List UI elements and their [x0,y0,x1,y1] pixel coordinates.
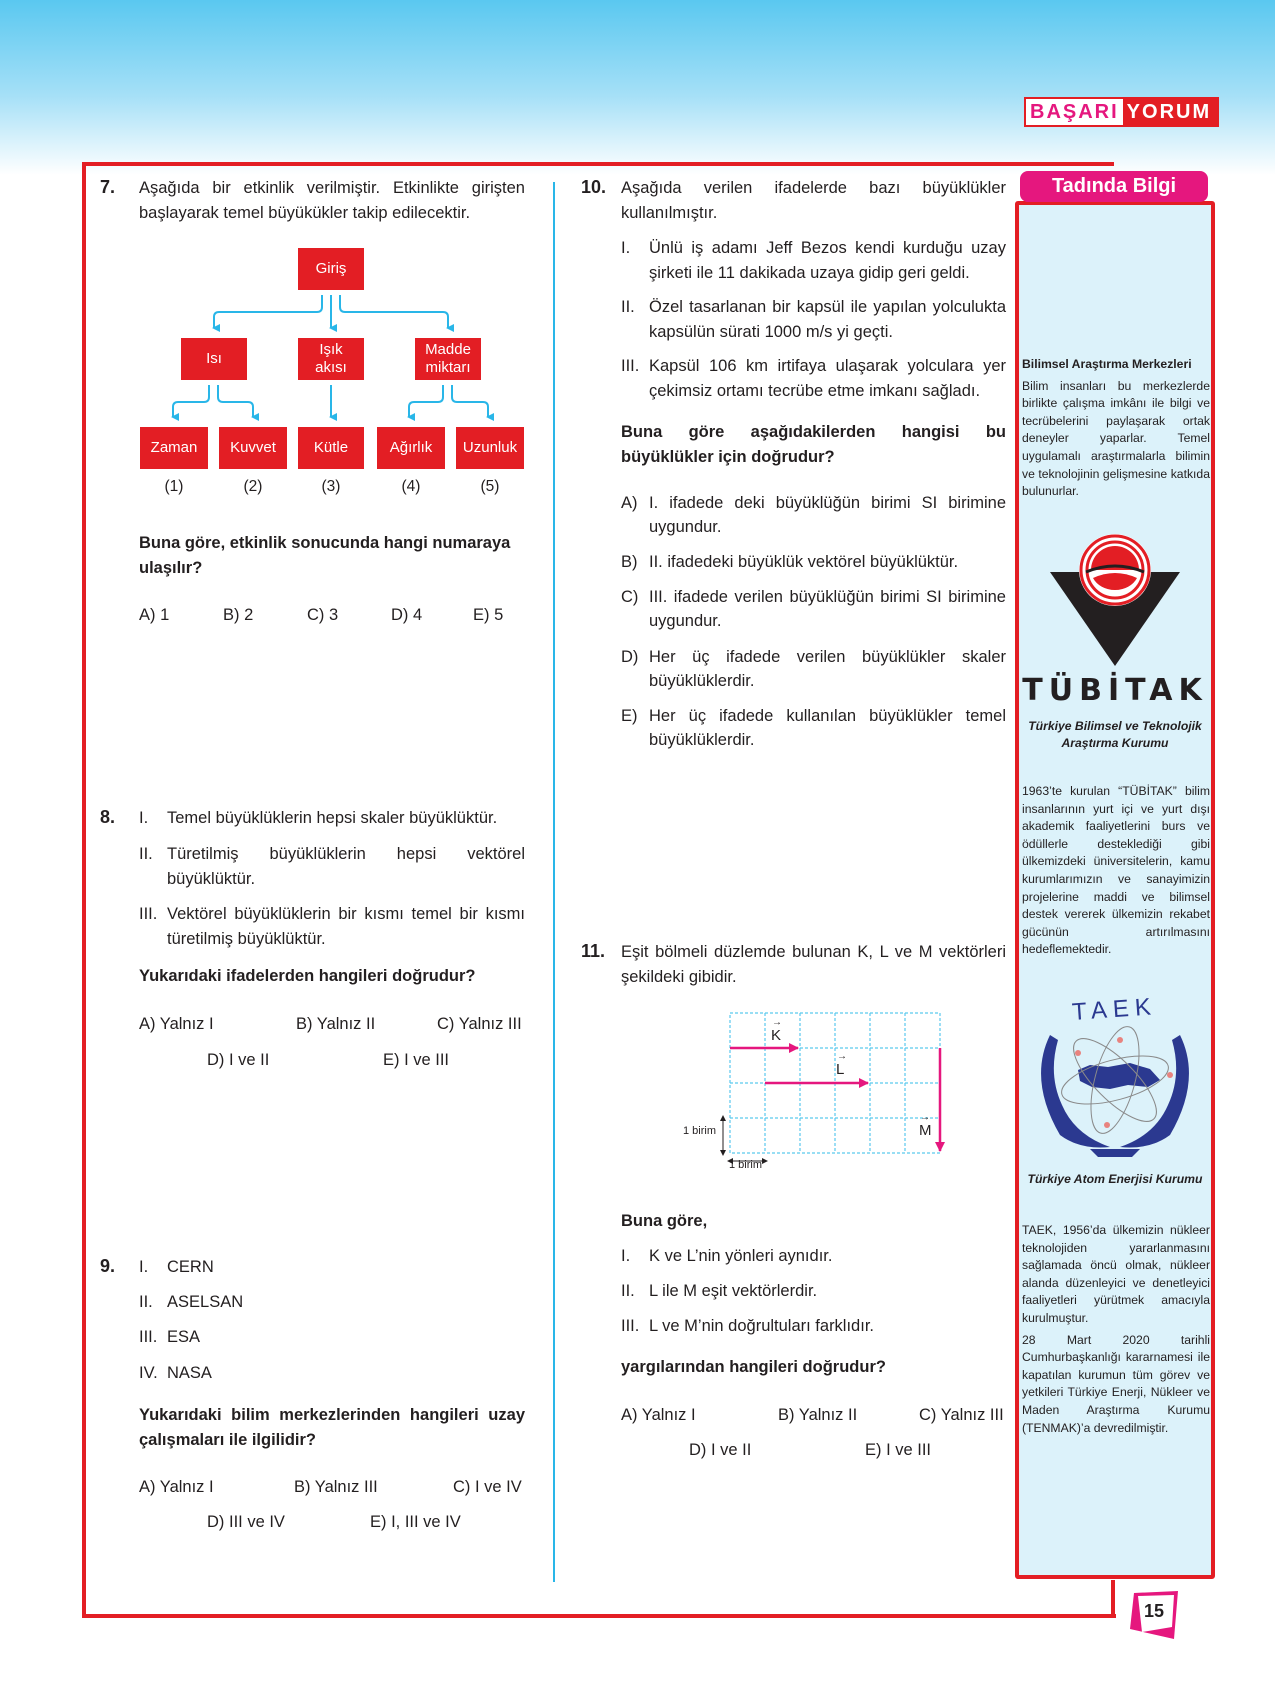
question-text: Aşağıda bir etkinlik verilmiştir. Etkinlikte girişten başlayarak temel büyükükler takip edilecektir. [139,179,525,222]
sidebar-tab-title: Tadında Bilgi [1020,171,1208,202]
option-a[interactable]: A) Yalnız I [139,1478,214,1496]
option-label: C) [621,588,639,606]
section-body: 28 Mart 2020 tarihli Cumhurbaşkanlığı kararnamesi ile kapatılan kurumun tüm görev ve yetkileri Türkiye Enerji, Nükleer ve Maden Araştırma Kurumu (TENMAK)’a devredilmiştir. [1022,1332,1210,1435]
statement-text: Ünlü iş adamı Jeff Bezos kendi kurduğu uzay şirketi ile 11 dakikada uzaya gidip geri geldi. [649,239,1006,282]
option-a[interactable]: A) Yalnız I [139,1015,214,1033]
roman-numeral: III. [139,905,158,923]
roman-numeral: II. [139,845,153,863]
vector-grid-figure [660,1005,950,1185]
option-label: A) [621,494,638,512]
option-c[interactable]: C) Yalnız III [919,1406,1004,1424]
option-c[interactable]: C) 3 [307,606,339,624]
vector-m-label: → M [919,1112,932,1139]
statement-text: K ve L’nin yönleri aynıdır. [649,1247,833,1265]
roman-numeral: I. [139,809,149,827]
question-prompt: Buna göre, etkinlik sonucunda hangi numaraya ulaşılır? [139,534,511,577]
question-prompt: yargılarından hangileri doğrudur? [621,1358,886,1376]
flow-node-madde-miktari [415,338,481,380]
flow-node-label: Işık akısı [315,341,347,376]
roman-numeral: I. [139,1258,149,1276]
question-number: 11. [581,941,606,961]
option-b[interactable]: B) Yalnız II [778,1406,858,1424]
roman-numeral: III. [621,357,640,375]
option-e[interactable]: E) I ve III [865,1441,932,1459]
option-text: II. ifadedeki büyüklük vektörel büyüklüktür. [649,553,959,571]
tubitak-caption [1015,718,1215,752]
roman-numeral: I. [621,1247,631,1265]
vector-l-label: → L [836,1051,847,1078]
option-b[interactable]: B) Yalnız II [296,1015,376,1033]
option-b[interactable]: B) Yalnız III [294,1478,378,1496]
question-text: Aşağıda verilen ifadelerde bazı büyüklükler kullanılmıştır. [621,179,1006,222]
center-name: ESA [167,1328,201,1346]
statement-text: L ve M’nin doğrultuları farklıdır. [649,1317,874,1335]
statement-text: Vektörel büyüklüklerin bir kısmı temel bir kısmı türetilmiş büyüklüktür. [167,905,525,948]
question-prompt: Yukarıdaki ifadelerden hangileri doğrudur? [139,967,476,985]
flow-node-uzunluk: Uzunluk [456,427,524,469]
question-prompt: Yukarıdaki bilim merkezlerinden hangileri uzay çalışmaları ile ilgilidir? [139,1406,525,1449]
option-text: I. ifadede deki büyüklüğün birimi SI birimine uygundur. [649,494,1006,536]
option-c[interactable]: C) Yalnız III [437,1015,522,1033]
section-research-centers [1022,356,1210,505]
flow-node-isik-akisi [298,338,364,380]
center-name: CERN [167,1258,214,1276]
flow-node-kuvvet: Kuvvet [219,427,287,469]
section-title: Bilimsel Araştırma Merkezleri [1022,357,1192,371]
unit-label-vertical: 1 birim [683,1125,717,1137]
question-number: 8. [100,807,116,827]
flow-number-2: (2) [243,478,263,495]
taek-caption: Türkiye Atom Enerjisi Kurumu [1027,1172,1203,1186]
unit-label-horizontal: 1 birim [729,1159,763,1171]
flow-node-giris: Giriş [298,248,364,290]
option-e[interactable]: E) 5 [473,606,504,624]
question-text: Eşit bölmeli düzlemde bulunan K, L ve M vektörleri şekildeki gibidir. [621,943,1006,986]
option-text: III. ifadede verilen büyüklüğün birimi SI birimine uygundur. [649,588,1006,630]
flow-number-3: (3) [321,478,341,495]
option-d[interactable]: D) III ve IV [207,1513,285,1531]
frame-border-bottom [82,1614,1116,1618]
option-e[interactable]: E) I ve III [383,1051,450,1069]
option-label: D) [621,648,639,666]
question-number: 7. [100,177,116,197]
brand-logo [1024,97,1219,127]
question-number: 9. [100,1256,116,1276]
roman-numeral: III. [139,1328,158,1346]
tubitak-wordmark: TÜBİTAK [1022,673,1208,708]
vector-k-label: → K [771,1017,782,1044]
question-lead: Buna göre, [621,1212,708,1230]
option-a[interactable]: A) Yalnız I [621,1406,696,1424]
option-d[interactable]: D) 4 [391,606,423,624]
roman-numeral: IV. [139,1364,158,1382]
option-b[interactable]: B) 2 [223,606,254,624]
caption-line: Araştırma Kurumu [1061,736,1169,750]
option-label: E) [621,707,638,725]
center-name: ASELSAN [167,1293,244,1311]
page-number: 15 [1143,1601,1165,1621]
statement-text: Özel tasarlanan bir kapsül ile yapılan yolculukta kapsülün sürati 1000 m/s yi geçti. [649,298,1006,341]
option-label: B) [621,553,638,571]
roman-numeral: I. [621,239,631,257]
flow-node-agirlik: Ağırlık [377,427,445,469]
brand-part2: YORUM [1123,99,1217,125]
statement-text: Türetilmiş büyüklüklerin hepsi vektörel büyüklüktür. [167,845,525,888]
statement-text: Temel büyüklüklerin hepsi skaler büyüklüktür. [167,809,498,827]
option-text: Her üç ifadede verilen büyüklükler skaler büyüklüklerdir. [649,648,1006,690]
taek-logo-icon [1020,985,1210,1160]
svg-text:TAEK: TAEK [1071,993,1158,1026]
question-prompt: Buna göre aşağıdakilerden hangisi bu büyüklükler için doğrudur? [621,423,1006,466]
flow-node-kutle: Kütle [298,427,364,469]
roman-numeral: III. [621,1317,640,1335]
flow-node-zaman: Zaman [140,427,208,469]
tubitak-logo-icon [1048,532,1182,667]
option-c[interactable]: C) I ve IV [453,1478,522,1496]
statement-text: L ile M eşit vektörlerdir. [649,1282,818,1300]
question-number: 10. [581,177,607,197]
option-d[interactable]: D) I ve II [207,1051,270,1069]
flow-node-label: Madde miktarı [425,341,471,376]
brand-part1: BAŞARI [1026,99,1123,125]
flow-node-isi: Isı [181,338,247,380]
section-tubitak [1022,783,1210,963]
section-body: Bilim insanları bu merkezlerde birlikte çalışma imkânı ile bilgi ve tecrübelerini paylaşarak ortak deneyler yaparlar. Temel uygulamalı araştırmalarla bilimin ve teknolojinin gelişmesine katkıda bulunurlar. [1022,378,1210,499]
option-a[interactable]: A) 1 [139,606,170,624]
roman-numeral: II. [621,298,635,316]
roman-numeral: II. [621,1282,635,1300]
statement-text: Kapsül 106 km irtifaya ulaşarak yolculara yer çekimsiz ortamı tecrübe etme imkanı sağladı. [649,357,1006,400]
section-body: 1963’te kurulan “TÜBİTAK” bilim insanlarının yurt içi ve yurt dışı akademik faaliyetlerini burs ve ödüllerle desteklediği gibi ülkemizdeki üniversitelerin, kamu kurumlarımızın ve sanayimizin projelerine maddi ve bilimsel destek vererek ülkemizin rekabet gücünün artırılmasını hedeflemektedir. [1022,784,1210,957]
caption-line: Türkiye Bilimsel ve Teknolojik [1028,719,1202,733]
option-text: Her üç ifadede kullanılan büyüklükler temel büyüklüklerdir. [649,707,1006,749]
option-d[interactable]: D) I ve II [689,1441,752,1459]
flow-number-4: (4) [401,478,421,495]
option-e[interactable]: E) I, III ve IV [370,1513,461,1531]
section-body: TAEK, 1956’da ülkemizin nükleer teknolojiden yararlanmasını sağlamada öncü olmak, nükleer alanda düzenleyici ve denetleyici faaliyetleri yürütmek amacıyla kurulmuştur. [1022,1223,1210,1325]
roman-numeral: II. [139,1293,153,1311]
flowchart-arrows [0,0,560,480]
frame-border-right [1111,1580,1115,1618]
center-name: NASA [167,1364,212,1382]
section-taek [1022,1222,1210,1441]
flow-number-5: (5) [480,478,500,495]
flow-number-1: (1) [164,478,184,495]
